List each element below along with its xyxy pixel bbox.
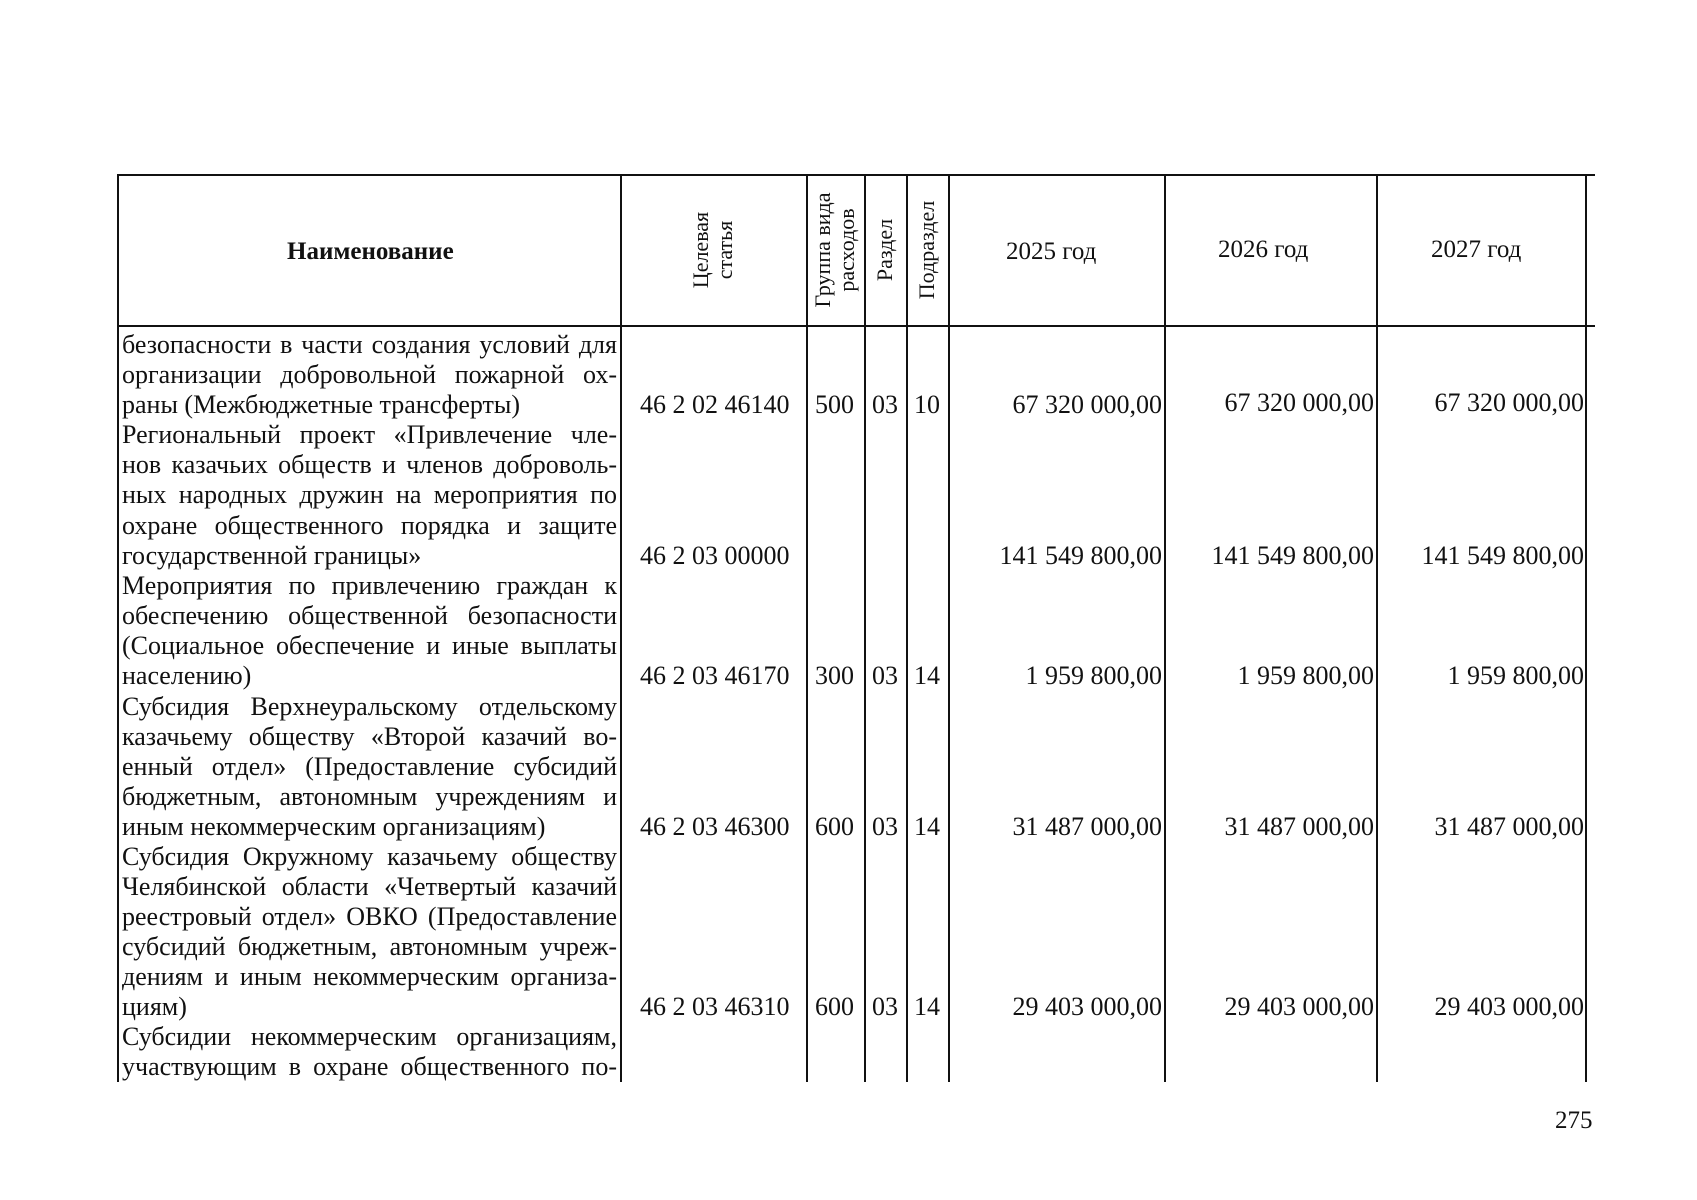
col-border-section xyxy=(906,174,908,1082)
row5-amount-2026: 29 403 000,00 xyxy=(1224,992,1374,1021)
col-border-group xyxy=(864,174,866,1082)
row2-name-line4: охране общественного порядка и защите xyxy=(122,511,617,540)
row2-name-line5: государственной границы» xyxy=(122,541,422,570)
header-group-line1: Группа вида xyxy=(810,192,835,308)
row5-amount-2027: 29 403 000,00 xyxy=(1434,992,1584,1021)
row4-target-code: 46 2 03 46300 xyxy=(640,812,790,841)
row4-amount-2027: 31 487 000,00 xyxy=(1434,812,1584,841)
row4-name-line3: енный отдел» (Предоставление субсидий xyxy=(122,752,617,781)
header-2026: 2026 год xyxy=(1218,236,1309,263)
header-2025: 2025 год xyxy=(1006,238,1097,265)
row3-name-line2: обеспечению общественной безопасности xyxy=(122,601,617,630)
col-border-name xyxy=(620,174,622,1082)
row3-expense-group: 300 xyxy=(815,661,854,690)
row4-name-line4: бюджетным, автономным учреждениям и xyxy=(122,782,617,811)
row5-amount-2025: 29 403 000,00 xyxy=(1012,992,1162,1021)
row3-section: 03 xyxy=(872,661,898,690)
header-section-text: Раздел xyxy=(872,218,897,282)
row1-amount-2027: 67 320 000,00 xyxy=(1434,388,1584,417)
row3-name-line1: Мероприятия по привлечению граждан к xyxy=(122,571,617,600)
row4-amount-2025: 31 487 000,00 xyxy=(1012,812,1162,841)
row2-target-code: 46 2 03 00000 xyxy=(640,541,790,570)
row2-name-line3: ных народных дружин на мероприятия по xyxy=(122,480,617,509)
row2-amount-2025: 141 549 800,00 xyxy=(999,541,1162,570)
header-expense-group xyxy=(811,193,859,308)
row3-amount-2025: 1 959 800,00 xyxy=(1025,661,1162,690)
row1-target-code: 46 2 02 46140 xyxy=(640,390,790,419)
row5-name-line4: субсидий бюджетным, автономным учреж- xyxy=(122,932,617,961)
header-name: Наименование xyxy=(287,238,454,265)
row2-name-line1: Региональный проект «Привлечение чле- xyxy=(122,420,617,449)
col-border-2026 xyxy=(1376,174,1378,1082)
row3-name-line4: населению) xyxy=(122,661,252,690)
row1-amount-2026: 67 320 000,00 xyxy=(1224,388,1374,417)
row4-subsection: 14 xyxy=(914,812,940,841)
col-border-target xyxy=(806,174,808,1082)
row3-name-line3: (Социальное обеспечение и иные выплаты xyxy=(122,631,617,660)
table-top-border xyxy=(117,174,1595,176)
row4-amount-2026: 31 487 000,00 xyxy=(1224,812,1374,841)
row1-subsection: 10 xyxy=(914,390,940,419)
row6-name-line1: Субсидии некоммерческим организациям, xyxy=(122,1022,617,1051)
col-border-2025 xyxy=(1164,174,1166,1082)
col-border-left xyxy=(117,174,119,1082)
header-subsection-text: Подраздел xyxy=(914,200,939,300)
row5-section: 03 xyxy=(872,992,898,1021)
row1-amount-2025: 67 320 000,00 xyxy=(1012,390,1162,419)
row5-name-line2: Челябинской области «Четвертый казачий xyxy=(122,872,617,901)
row4-name-line2: казачьему обществу «Второй казачий во- xyxy=(122,722,617,751)
header-target-article xyxy=(689,212,737,288)
row5-expense-group: 600 xyxy=(815,992,854,1021)
row3-amount-2026: 1 959 800,00 xyxy=(1237,661,1374,690)
row6-name-line2: участвующим в охране общественного по- xyxy=(122,1052,617,1081)
row5-name-line3: реестровый отдел» ОВКО (Предоставление xyxy=(122,902,617,931)
row3-amount-2027: 1 959 800,00 xyxy=(1447,661,1584,690)
row2-name-line2: нов казачьих обществ и членов доброволь- xyxy=(122,450,617,479)
row1-name-line3: раны (Межбюджетные трансферты) xyxy=(122,390,521,419)
row2-amount-2027: 141 549 800,00 xyxy=(1421,541,1584,570)
header-group-line2: расходов xyxy=(834,208,859,292)
row5-name-line6: циям) xyxy=(122,992,187,1021)
header-target-line2: статья xyxy=(712,220,737,280)
header-2027: 2027 год xyxy=(1431,236,1522,263)
row2-amount-2026: 141 549 800,00 xyxy=(1211,541,1374,570)
row3-subsection: 14 xyxy=(914,661,940,690)
row1-section: 03 xyxy=(872,390,898,419)
header-bottom-border xyxy=(117,325,1595,327)
row5-target-code: 46 2 03 46310 xyxy=(640,992,790,1021)
row1-expense-group: 500 xyxy=(815,390,854,419)
col-border-right xyxy=(1585,174,1587,1082)
row1-name-line1: безопасности в части создания условий для xyxy=(122,330,617,359)
col-border-subsection xyxy=(948,174,950,1082)
row5-name-line1: Субсидия Окружному казачьему обществу xyxy=(122,842,617,871)
row1-name-line2: организации добровольной пожарной ох- xyxy=(122,360,617,389)
row5-name-line5: дениям и иным некоммерческим организа- xyxy=(122,962,617,991)
row4-name-line1: Субсидия Верхнеуральскому отдельскому xyxy=(122,692,617,721)
page-number: 275 xyxy=(1555,1107,1593,1134)
row3-target-code: 46 2 03 46170 xyxy=(640,661,790,690)
row4-expense-group: 600 xyxy=(815,812,854,841)
row5-subsection: 14 xyxy=(914,992,940,1021)
header-section xyxy=(873,219,897,281)
row4-section: 03 xyxy=(872,812,898,841)
header-subsection xyxy=(915,201,939,299)
row4-name-line5: иным некоммерческим организациям) xyxy=(122,812,546,841)
header-target-line1: Целевая xyxy=(688,211,713,289)
